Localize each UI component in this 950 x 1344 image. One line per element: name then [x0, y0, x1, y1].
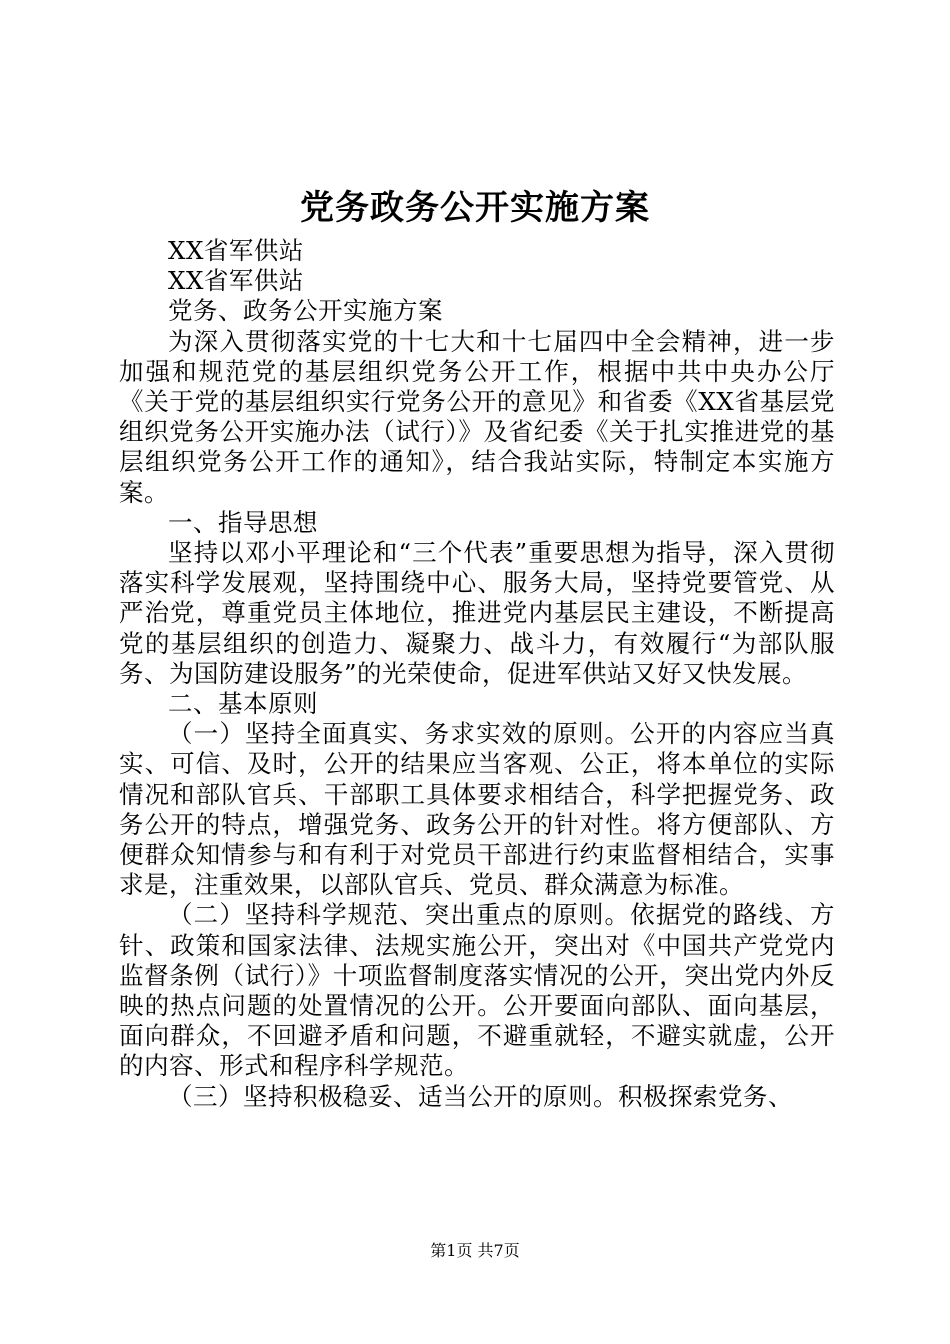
principle-1-paragraph: （一）坚持全面真实、务求实效的原则。公开的内容应当真实、可信、及时，公开的结果应当客观、公正，将本单位的实际情况和部队官兵、干部职工具体要求相结合，科学把握党务、政务公开的特点，增强党务、政务公开的针对性。将方便部队、方便群众知情参与和有利于对党员干部进行约束监督相结合，实事求是，注重效果，以部队官兵、党员、群众满意为标准。 [119, 719, 835, 900]
section-heading-guiding-thought: 一、指导思想 [168, 507, 318, 537]
intro-paragraph: 为深入贯彻落实党的十七大和十七届四中全会精神，进一步加强和规范党的基层组织党务公开工作，根据中共中央办公厅《关于党的基层组织实行党务公开的意见》和省委《XX省基层党组织党务公开实施办法（试行）》及省纪委《关于扎实推进党的基层组织党务公开工作的通知》，结合我站实际，特制定本实施方案。 [119, 326, 835, 507]
subtitle-line: 党务、政务公开实施方案 [168, 296, 443, 326]
document-title: 党务政务公开实施方案 [300, 188, 650, 228]
principle-3-paragraph: （三）坚持积极稳妥、适当公开的原则。积极探索党务、 [168, 1081, 793, 1111]
document-body [119, 236, 835, 1112]
principle-2-paragraph: （二）坚持科学规范、突出重点的原则。依据党的路线、方针、政策和国家法律、法规实施公开，突出对《中国共产党党内监督条例（试行）》十项监督制度落实情况的公开，突出党内外反映的热点问题的处置情况的公开。公开要面向部队、面向基层，面向群众，不回避矛盾和问题，不避重就轻，不避实就虚，公开的内容、形式和程序科学规范。 [119, 900, 835, 1081]
guiding-thought-paragraph: 坚持以邓小平理论和“三个代表”重要思想为指导，深入贯彻落实科学发展观，坚持围绕中心、服务大局，坚持党要管党、从严治党，尊重党员主体地位，推进党内基层民主建设，不断提高党的基层组织的创造力、凝聚力、战斗力，有效履行“为部队服务、为国防建设服务”的光荣使命，促进军供站又好又快发展。 [119, 538, 835, 688]
section-heading-basic-principles: 二、基本原则 [168, 689, 318, 719]
org-name-line: XX省军供站 [168, 236, 304, 265]
org-name-line: XX省军供站 [168, 266, 304, 296]
page-number-footer: 第1页 共7页 [430, 1241, 520, 1260]
